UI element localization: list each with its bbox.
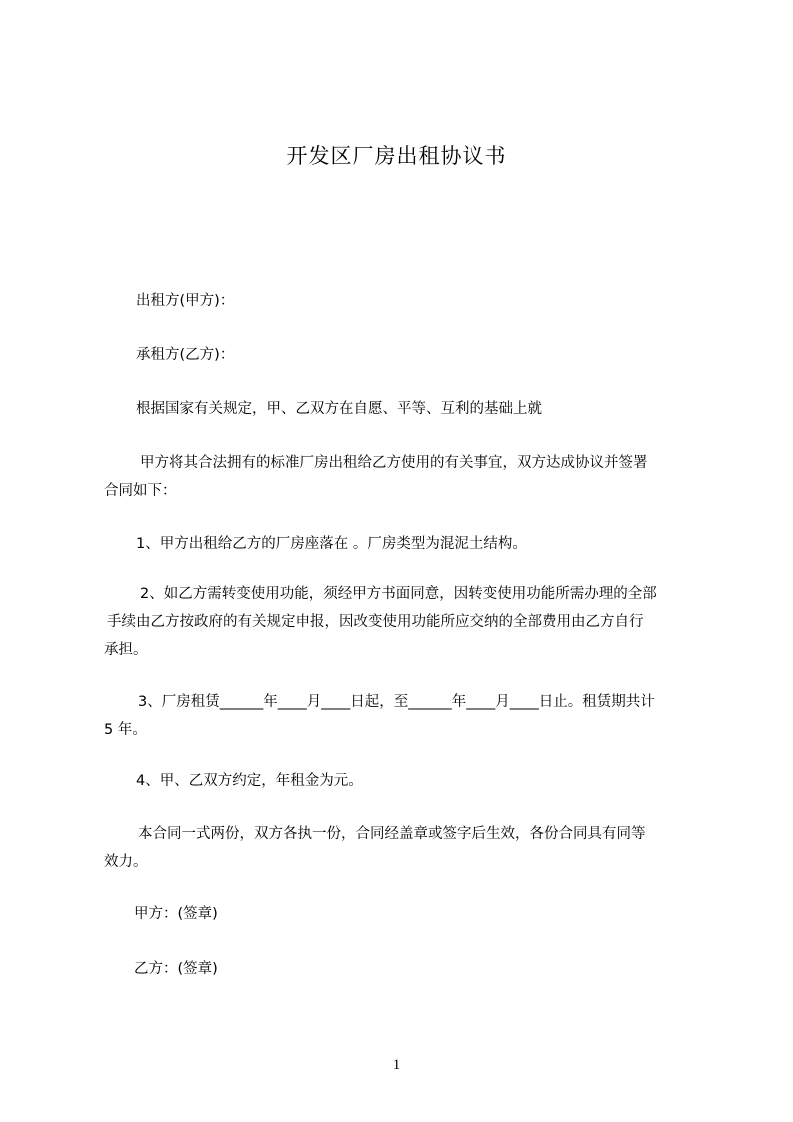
clause-2-line-1: 2、如乙方需转变使用功能，须经甲方书面同意，因转变使用功能所需办理的全部 [140,586,657,602]
intro-continuation-line-2: 合同如下： [104,483,177,499]
clause-1: 1、甲方出租给乙方的厂房座落在 。厂房类型为混泥土结构。 [136,536,527,552]
document-title: 开发区厂房出租协议书 [286,144,507,168]
clause-2-line-3: 承担。 [104,642,148,658]
closing-line-2: 效力。 [104,854,148,870]
intro-continuation-line-1: 甲方将其合法拥有的标准厂房出租给乙方使用的有关事宜，双方达成协议并签署 [140,455,648,471]
closing-line-1: 本合同一式两份，双方各执一份，合同经盖章或签字后生效，各份合同具有同等 [138,826,646,842]
closing-paragraph [104,820,714,876]
page-number: 1 [392,1057,401,1073]
clause-4: 4、甲、乙双方约定，年租金为元。 [136,773,363,789]
party-b-signature: 乙方：(签章) [134,961,218,977]
clause-2-line-2: 手续由乙方按政府的有关规定申报，因改变使用功能所应交纳的全部费用由乙方自行 [107,614,644,630]
clause-3-line-2: 5 年。 [104,722,147,738]
intro-continuation-paragraph [104,449,714,505]
clause-3 [104,688,714,744]
party-a-signature: 甲方：(签章) [134,906,218,922]
lessee-line: 承租方(乙方)： [136,347,235,363]
clause-3-line-1: 3、厂房租赁______年____月____日起，至______年____月____日止。租赁期共计 [138,694,655,710]
intro-paragraph: 根据国家有关规定，甲、乙双方在自愿、平等、互利的基础上就 [136,401,542,417]
clause-2 [104,580,714,664]
lessor-line: 出租方(甲方)： [136,293,235,309]
